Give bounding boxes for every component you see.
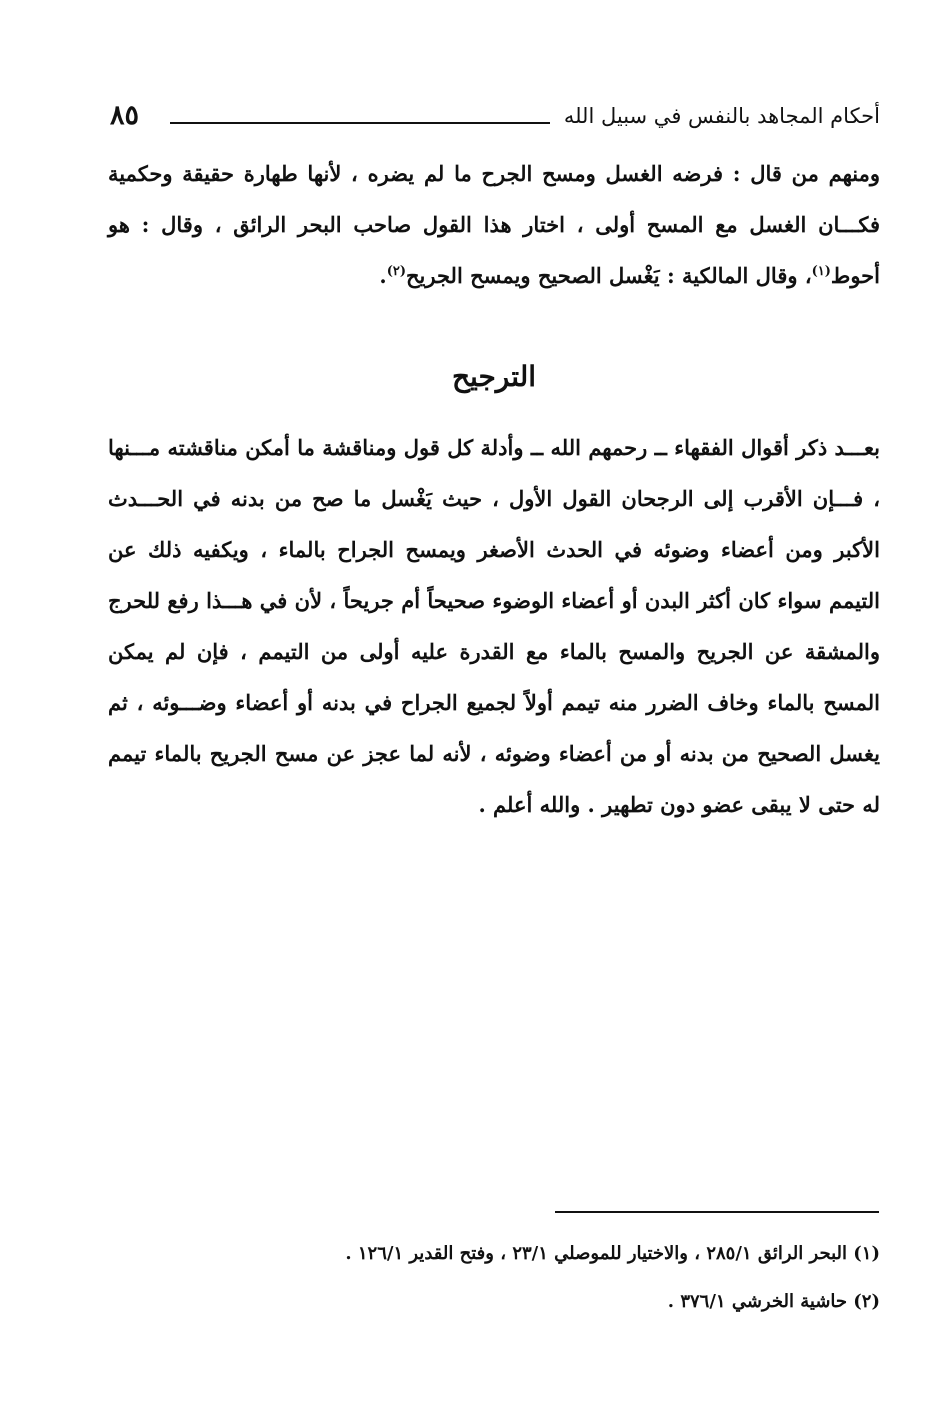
footnote-2: (٢) حاشية الخرشي ٣٧٦/١ .: [667, 1291, 880, 1312]
footnote-rule: [555, 1211, 879, 1213]
paragraph-1-text: ومنهم من قال : فرضه الغسل ومسح الجرح ما لم يضره ، لأنها طهارة حقيقة وحكمية فكـــان الغسل مع المسح أولى ، اختار هذا القول صاحب البحر الرائق ، وقال : هو أحوط: [108, 161, 880, 288]
paragraph-1-text-end: .: [379, 263, 387, 288]
page-number: ٨٥: [110, 100, 140, 131]
book-title: أحكام المجاهد بالنفس في سبيل الله: [563, 104, 880, 128]
footnote-ref-1: (١): [811, 264, 831, 279]
paragraph-2-text: بعـــد ذكر أقوال الفقهاء ــ رحمهم الله ــ وأدلة كل قول ومناقشة ما أمكن مناقشته مـــنها ، فـــإن الأقرب إلى الرجحان القول الأول ، حيث يَغْسل ما صح من بدنه في الحـــدث الأكبر ومن أعضاء وضوئه في الحدث الأصغر ويمسح الجراح بالماء ، ويكفيه ذلك عن التيمم سواء كان أكثر البدن أو أعضاء الوضوء صحيحاً أم جريحاً ، لأن في هـــذا رفع للحرج والمشقة عن الجريح والمسح بالماء مع القدرة عليه أولى من التيمم ، فإن لم يمكن المسح بالماء وخاف الضرر منه تيمم أولاً لجميع الجراح في بدنه أو أعضاء وضـــوئه ، ثم يغسل الصحيح من بدنه أو من أعضاء وضوئه ، لأنه لما عجز عن مسح الجريح بالماء تيمم له حتى لا يبقى عضو دون تطهير . والله أعلم .: [108, 435, 880, 817]
paragraph-2: [108, 422, 880, 830]
paragraph-1: [108, 148, 880, 301]
footnote-1: (١) البحر الرائق ٢٨٥/١ ، والاختيار للموصلي ٢٣/١ ، وفتح القدير ١٢٦/١ .: [345, 1243, 880, 1264]
header-rule: [170, 122, 550, 124]
footnote-ref-2: (٢): [386, 264, 406, 279]
section-heading: الترجيح: [451, 360, 537, 393]
running-header: [110, 100, 880, 140]
paragraph-1-text-mid: ، وقال المالكية : يَغْسل الصحيح ويمسح الجريح: [406, 263, 812, 288]
footnotes: [108, 1230, 880, 1326]
